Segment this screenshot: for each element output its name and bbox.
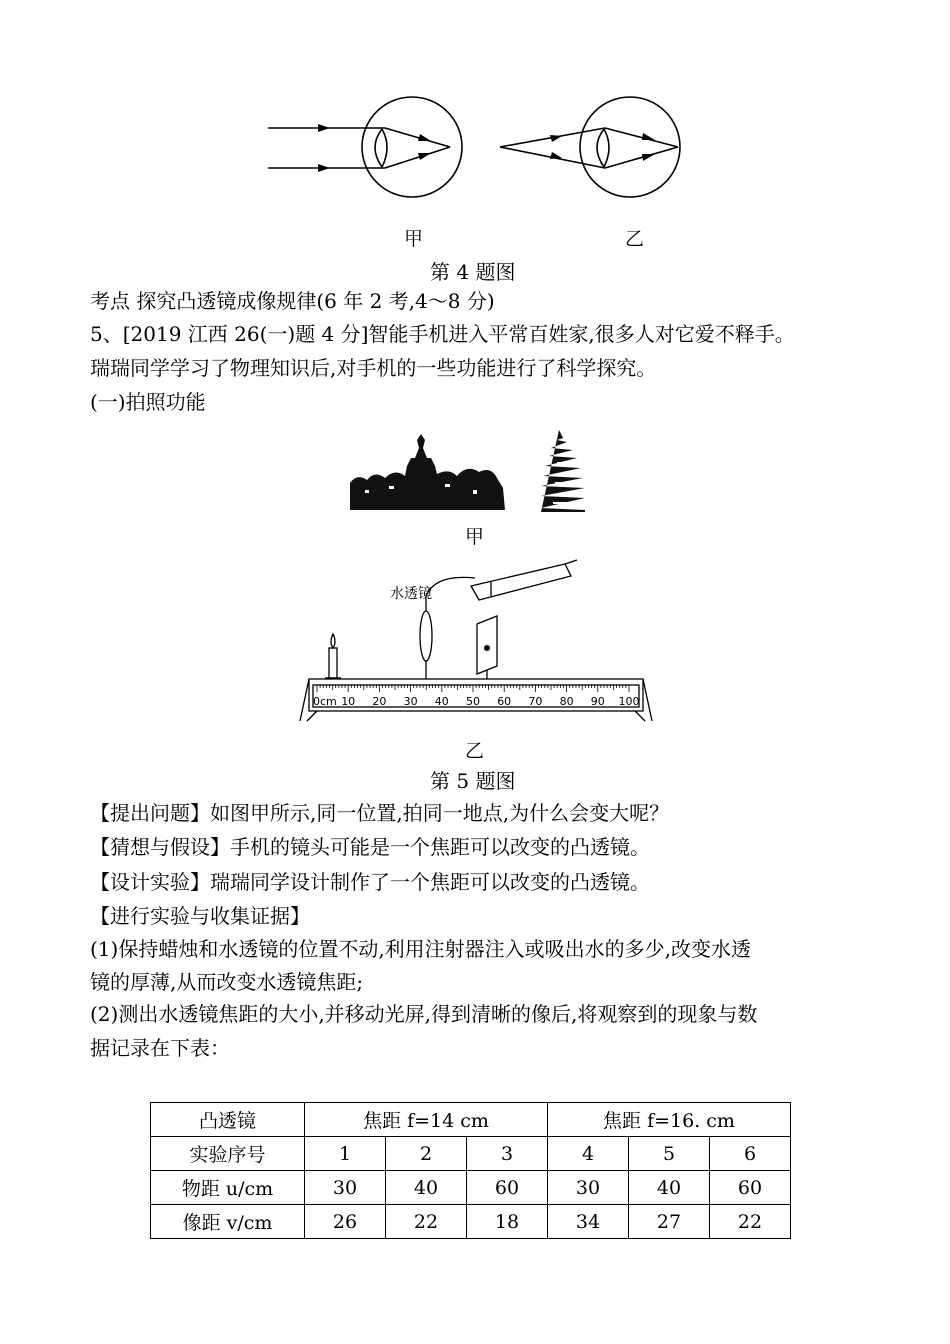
ruler-tick-label: 70 <box>528 695 543 708</box>
table-cell: 22 <box>710 1205 791 1239</box>
table-row <box>151 1171 791 1205</box>
q5-line1: 5、[2019 江西 26(一)题 4 分]智能手机进入平常百姓家,很多人对它爱不释手。 <box>90 322 795 346</box>
fig4-caption: 第 4 题图 <box>430 260 516 284</box>
table-cell: 60 <box>710 1171 791 1205</box>
table-cell: 27 <box>629 1205 710 1239</box>
ruler-tick-label: 40 <box>434 695 449 708</box>
table-cell: 26 <box>305 1205 386 1239</box>
ruler-tick-label: 0cm <box>313 695 337 708</box>
table-cell: 40 <box>629 1171 710 1205</box>
ruler-tick-label: 10 <box>341 695 356 708</box>
table-cell: 焦距 f=16. cm <box>548 1103 791 1137</box>
table-cell: 5 <box>629 1137 710 1171</box>
para-question: 【提出问题】如图甲所示,同一位置,拍同一地点,为什么会变大呢？ <box>90 801 670 825</box>
table-cell: 22 <box>386 1205 467 1239</box>
table-cell: 焦距 f=14 cm <box>305 1103 548 1137</box>
table-cell: 30 <box>548 1171 629 1205</box>
fig5-caption: 第 5 题图 <box>430 769 516 793</box>
table-row <box>151 1205 791 1239</box>
table-cell: 实验序号 <box>151 1137 305 1171</box>
table-cell: 2 <box>386 1137 467 1171</box>
ruler-tick-label: 100 <box>618 695 640 708</box>
table-row <box>151 1137 791 1171</box>
eye-diagram <box>260 95 700 210</box>
table-cell: 18 <box>467 1205 548 1239</box>
ruler-tick-label: 30 <box>403 695 418 708</box>
fig4-label-a: 甲 <box>404 228 424 250</box>
table-row <box>151 1103 791 1137</box>
fig5-label-a: 甲 <box>465 526 485 548</box>
ruler-tick-label: 80 <box>559 695 574 708</box>
pagoda-photos <box>345 428 605 514</box>
optical-bench <box>295 556 665 726</box>
para-step2-a: (2)测出水透镜焦距的大小,并移动光屏,得到清晰的像后,将观察到的现象与数 <box>90 1002 758 1026</box>
table-cell: 凸透镜 <box>151 1103 305 1137</box>
para-experiment: 【进行实验与收集证据】 <box>90 904 310 928</box>
data-table <box>150 1102 791 1239</box>
q5-line2: 瑞瑞同学学习了物理知识后,对手机的一些功能进行了科学探究。 <box>90 356 657 380</box>
ruler-tick-label: 50 <box>466 695 480 708</box>
topic-line: 考点 探究凸透镜成像规律(6 年 2 考,4～8 分) <box>90 289 495 313</box>
para-design: 【设计实验】瑞瑞同学设计制作了一个焦距可以改变的凸透镜。 <box>90 870 650 894</box>
table-cell: 3 <box>467 1137 548 1171</box>
para-step2-b: 据记录在下表： <box>90 1036 230 1060</box>
table-cell: 34 <box>548 1205 629 1239</box>
table-cell: 像距 v/cm <box>151 1205 305 1239</box>
table-cell: 40 <box>386 1171 467 1205</box>
table-cell: 30 <box>305 1171 386 1205</box>
table-cell: 物距 u/cm <box>151 1171 305 1205</box>
lens-label: 水透镜 <box>390 586 432 602</box>
q5-sub: (一)拍照功能 <box>90 390 206 414</box>
para-step1-b: 镜的厚薄,从而改变水透镜焦距; <box>90 970 364 994</box>
para-step1-a: (1)保持蜡烛和水透镜的位置不动,利用注射器注入或吸出水的多少,改变水透 <box>90 937 752 961</box>
fig5-label-b: 乙 <box>465 740 485 762</box>
table-cell: 60 <box>467 1171 548 1205</box>
fig4-label-b: 乙 <box>625 228 645 250</box>
table-cell: 4 <box>548 1137 629 1171</box>
ruler-tick-label: 20 <box>372 695 387 708</box>
para-hypothesis: 【猜想与假设】手机的镜头可能是一个焦距可以改变的凸透镜。 <box>90 835 650 859</box>
ruler-tick-label: 60 <box>497 695 512 708</box>
table-cell: 6 <box>710 1137 791 1171</box>
table-cell: 1 <box>305 1137 386 1171</box>
ruler-tick-label: 90 <box>590 695 605 708</box>
